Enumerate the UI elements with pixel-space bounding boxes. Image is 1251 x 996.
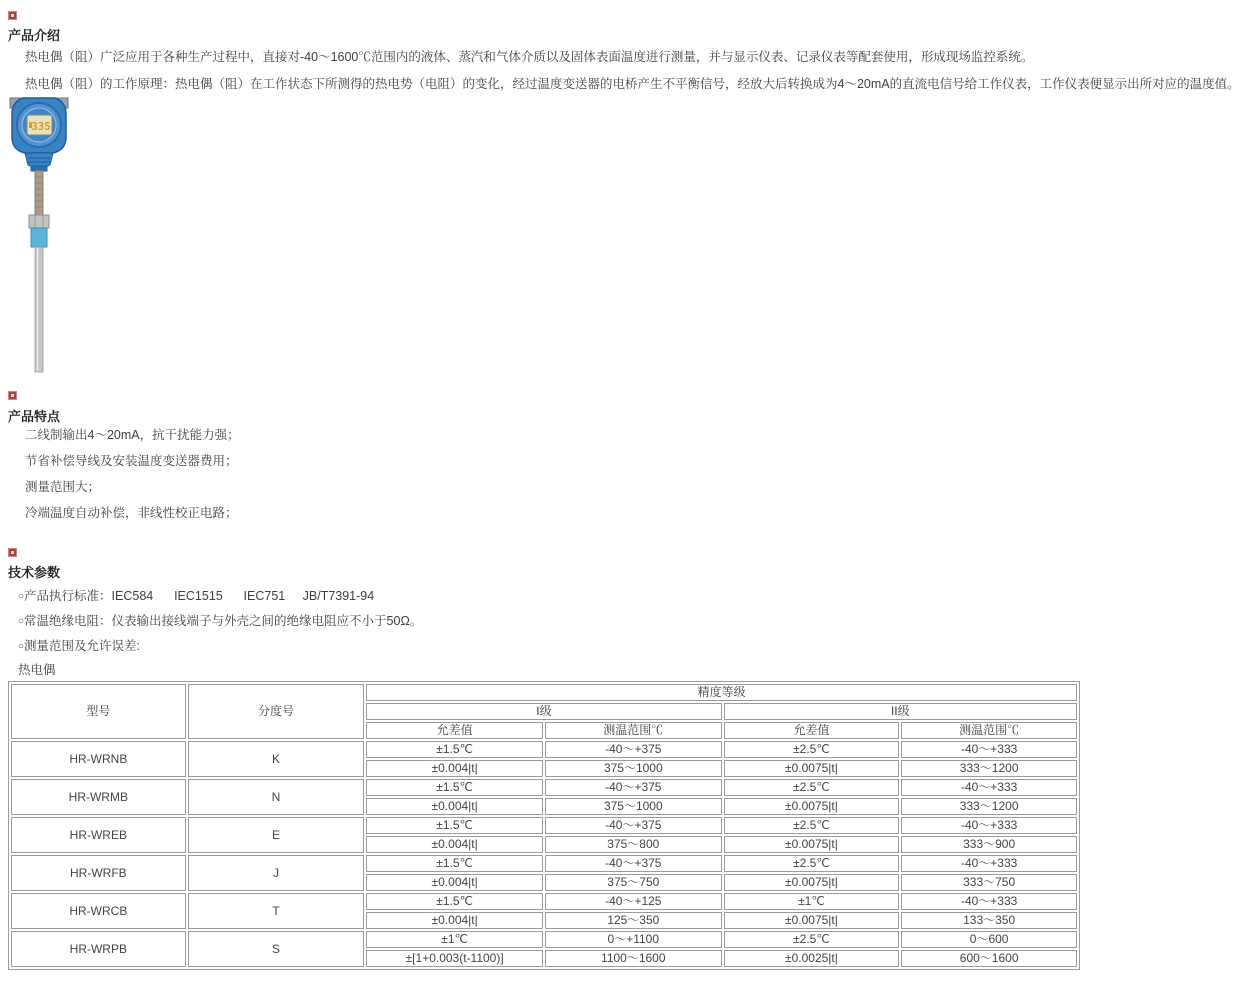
- table-row: [11, 779, 1077, 796]
- spec-item: [18, 634, 422, 659]
- intro-section-title: 产品介绍: [8, 28, 61, 43]
- cell-model: HR-WRNB: [11, 741, 186, 777]
- table-row: [11, 931, 1077, 948]
- cell-range-2: 133～350: [901, 912, 1077, 929]
- table-row: [11, 855, 1077, 872]
- hex-nut: [29, 215, 49, 228]
- cell-range-1: -40～+375: [545, 779, 722, 796]
- spec-item: [18, 584, 422, 609]
- header-accuracy-group: 精度等级: [366, 684, 1077, 701]
- table-header-row: [11, 684, 1077, 701]
- cell-tolerance-1: ±1.5℃: [366, 817, 543, 834]
- spec-item: [18, 609, 422, 634]
- cell-range-2: -40～+333: [901, 893, 1077, 910]
- cell-tolerance-1: ±0.004|t|: [366, 760, 543, 777]
- cell-tolerance-2: ±0.0075|t|: [724, 836, 900, 853]
- header-range-2: 测温范围℃: [901, 722, 1077, 739]
- header-graduation: 分度号: [188, 684, 365, 739]
- spec-item-text: 产品执行标准：IEC584 IEC1515 IEC751 JB/T7391-94: [24, 589, 375, 603]
- cell-tolerance-1: ±[1+0.003(t-1100)]: [366, 950, 543, 967]
- cell-tolerance-2: ±2.5℃: [724, 931, 900, 948]
- spec-item-text: 测量范围及允许误差:: [24, 639, 141, 653]
- features-section-title: 产品特点: [8, 409, 61, 424]
- cell-range-2: 333～900: [901, 836, 1077, 853]
- cell-graduation: N: [188, 779, 365, 815]
- cell-model: HR-WRCB: [11, 893, 186, 929]
- cell-range-1: 1100～1600: [545, 950, 722, 967]
- cell-range-1: -40～+375: [545, 855, 722, 872]
- cell-tolerance-2: ±1℃: [724, 893, 900, 910]
- feature-item: 测量范围大；: [25, 480, 101, 494]
- cell-tolerance-1: ±0.004|t|: [366, 874, 543, 891]
- cell-graduation: T: [188, 893, 365, 929]
- cell-tolerance-1: ±1.5℃: [366, 893, 543, 910]
- cell-range-1: -40～+375: [545, 817, 722, 834]
- cell-range-2: 333～750: [901, 874, 1077, 891]
- specs-list: [18, 584, 422, 659]
- probe: [35, 247, 43, 372]
- cell-model: HR-WRFB: [11, 855, 186, 891]
- features-list: [25, 422, 240, 526]
- feature-item: 节省补偿导线及安装温度变送器费用；: [25, 454, 238, 468]
- cell-range-1: 375～800: [545, 836, 722, 853]
- cell-range-2: -40～+333: [901, 855, 1077, 872]
- cell-model: HR-WRMB: [11, 779, 186, 815]
- feature-item: 二线制输出4～20mA，抗干扰能力强；: [25, 428, 240, 442]
- header-tolerance-2: 允差值: [724, 722, 900, 739]
- section-marker-icon: [8, 548, 17, 557]
- table-row: [11, 817, 1077, 834]
- circle-bullet-icon: ○: [18, 641, 25, 652]
- cell-range-2: 0～600: [901, 931, 1077, 948]
- header-tolerance-1: 允差值: [366, 722, 543, 739]
- device-display-value: 335: [31, 120, 51, 133]
- cell-range-1: -40～+125: [545, 893, 722, 910]
- header-class2: II级: [724, 703, 1077, 720]
- cell-range-1: 375～1000: [545, 760, 722, 777]
- cell-tolerance-1: ±1.5℃: [366, 779, 543, 796]
- cell-tolerance-2: ±0.0075|t|: [724, 760, 900, 777]
- header-model: 型号: [11, 684, 186, 739]
- cell-range-2: 600～1600: [901, 950, 1077, 967]
- cell-graduation: J: [188, 855, 365, 891]
- collar: [31, 228, 47, 247]
- cell-range-2: 333～1200: [901, 798, 1077, 815]
- cell-graduation: E: [188, 817, 365, 853]
- section-marker-icon: [8, 391, 17, 400]
- cell-tolerance-1: ±1℃: [366, 931, 543, 948]
- cell-range-2: -40～+333: [901, 779, 1077, 796]
- cell-tolerance-2: ±0.0075|t|: [724, 798, 900, 815]
- cell-tolerance-1: ±0.004|t|: [366, 836, 543, 853]
- thermocouple-table-label: 热电偶: [18, 663, 56, 677]
- cell-range-1: 375～1000: [545, 798, 722, 815]
- header-class1: I级: [366, 703, 721, 720]
- circle-bullet-icon: ○: [18, 591, 25, 602]
- circle-bullet-icon: ○: [18, 616, 25, 627]
- feature-item: 冷端温度自动补偿，非线性校正电路；: [25, 506, 238, 520]
- cell-range-2: 333～1200: [901, 760, 1077, 777]
- intro-paragraph: 热电偶（阻）的工作原理：热电偶（阻）在工作状态下所测得的热电势（电阻）的变化，经过温度变送器的电桥产生不平衡信号，经放大后转换成为4～20mA的直流电信号给工作仪表，工作仪表便显示出所对应的温度值。: [25, 77, 1240, 91]
- specs-section-title: 技术参数: [8, 565, 61, 580]
- thermocouple-illustration: [8, 95, 70, 373]
- header-range-1: 测温范围℃: [545, 722, 722, 739]
- cell-graduation: S: [188, 931, 365, 967]
- cell-tolerance-2: ±2.5℃: [724, 779, 900, 796]
- cell-range-1: 375～750: [545, 874, 722, 891]
- intro-paragraph: 热电偶（阻）广泛应用于各种生产过程中，直接对-40～1600℃范围内的液体、蒸汽和气体介质以及固体表面温度进行测量，并与显示仪表、记录仪表等配套使用，形成现场监控系统。: [25, 50, 1034, 64]
- cell-tolerance-1: ±1.5℃: [366, 741, 543, 758]
- cell-graduation: K: [188, 741, 365, 777]
- cell-range-2: -40～+333: [901, 741, 1077, 758]
- cell-tolerance-1: ±1.5℃: [366, 855, 543, 872]
- cell-model: HR-WREB: [11, 817, 186, 853]
- section-marker-icon: [8, 11, 17, 20]
- cell-tolerance-2: ±2.5℃: [724, 817, 900, 834]
- cell-tolerance-2: ±0.0075|t|: [724, 912, 900, 929]
- table-row: [11, 893, 1077, 910]
- spec-table: [8, 681, 1080, 970]
- cell-tolerance-2: ±2.5℃: [724, 741, 900, 758]
- cell-range-1: -40～+375: [545, 741, 722, 758]
- cell-model: HR-WRPB: [11, 931, 186, 967]
- cell-tolerance-2: ±0.0025|t|: [724, 950, 900, 967]
- table-row: [11, 741, 1077, 758]
- cell-range-2: -40～+333: [901, 817, 1077, 834]
- cell-range-1: 0～+1100: [545, 931, 722, 948]
- spec-item-text: 常温绝缘电阻：仪表输出接线端子与外壳之间的绝缘电阻应不小于50Ω。: [24, 614, 423, 628]
- cell-tolerance-2: ±0.0075|t|: [724, 874, 900, 891]
- cell-tolerance-1: ±0.004|t|: [366, 912, 543, 929]
- cell-tolerance-1: ±0.004|t|: [366, 798, 543, 815]
- product-image: [8, 95, 70, 373]
- cell-tolerance-2: ±2.5℃: [724, 855, 900, 872]
- cell-range-1: 125～350: [545, 912, 722, 929]
